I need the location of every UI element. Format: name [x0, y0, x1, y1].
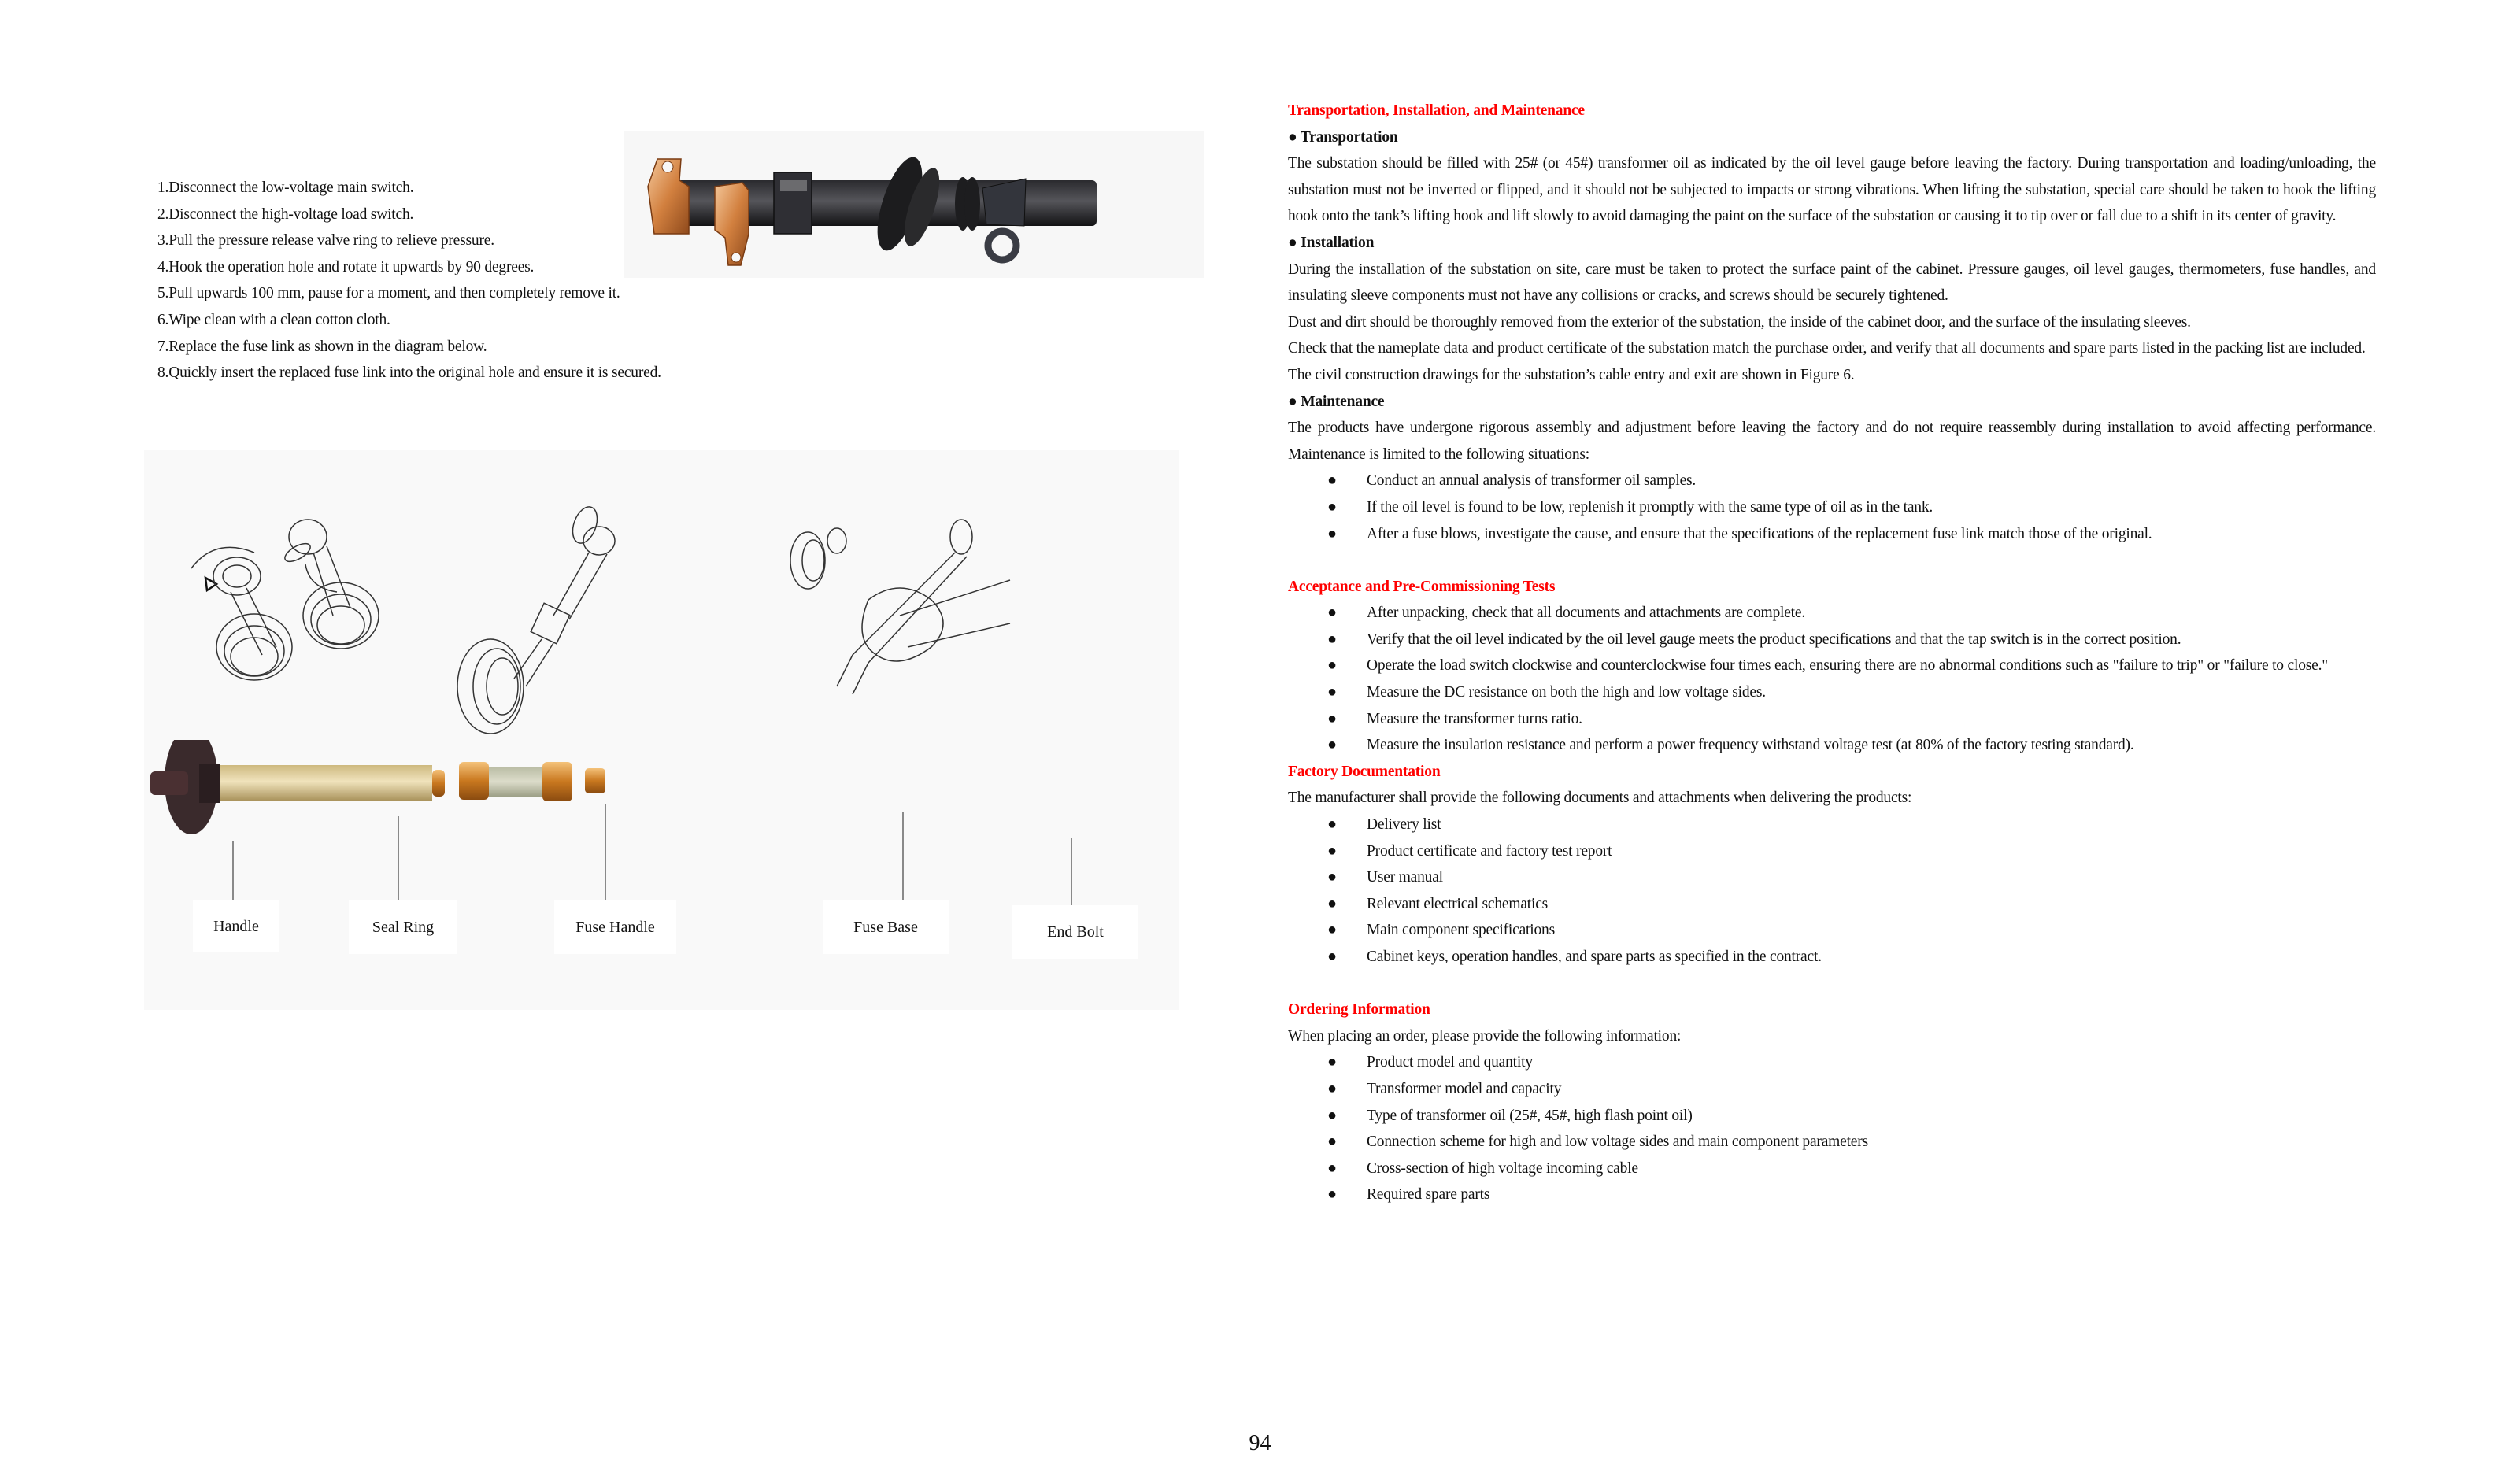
list-item: [1288, 653, 2376, 679]
fuse-assembly-photo: [624, 131, 1204, 278]
list-item: [1288, 1156, 2376, 1182]
installation-paragraph: Check that the nameplate data and product certificate of the substation match the purchase order, and verify that all documents and spare parts listed in the packing list are included.: [1288, 340, 2366, 357]
fuse-removal-illustrations: [144, 450, 1179, 734]
step-item: 1.Disconnect the low-voltage main switch.: [157, 179, 414, 196]
bullet-icon: ●: [1327, 1159, 1337, 1177]
list-item: [1288, 521, 2376, 548]
fuse-handle-tip: [432, 770, 445, 797]
list-item: [1288, 917, 2376, 944]
bullet-icon: ●: [1327, 921, 1337, 939]
list-item-text: Operate the load switch clockwise and counterclockwise four times each, ensuring there are no abnormal conditions such as "failure to trip" or "failure to close.": [1367, 657, 2329, 675]
fuse-parts-photo: [144, 740, 1179, 913]
list-item-text: Delivery list: [1367, 816, 1441, 834]
list-item: [1288, 1049, 2376, 1076]
subheading-installation: ● Installation: [1288, 234, 1375, 251]
list-item-text: Main component specifications: [1367, 922, 1555, 939]
fuse-removal-step-wipe: [790, 520, 1010, 694]
installation-paragraph: The civil construction drawings for the substation’s cable entry and exit are shown in Figure 6.: [1288, 366, 1855, 383]
list-item-text: Transformer model and capacity: [1367, 1080, 1562, 1097]
bullet-icon: ●: [1327, 630, 1337, 648]
subheading-maintenance: ● Maintenance: [1288, 393, 1385, 410]
bullet-icon: ●: [1327, 868, 1337, 886]
step-item: 5.Pull upwards 100 mm, pause for a moment, and then completely remove it.: [157, 285, 620, 302]
list-item: [1288, 891, 2376, 918]
subheading-transportation: ● Transportation: [1288, 128, 1398, 146]
acceptance-tests-list: [1288, 600, 2376, 759]
list-item-text: Required spare parts: [1367, 1186, 1490, 1204]
maintenance-list: [1288, 468, 2376, 547]
bullet-icon: ●: [1327, 656, 1337, 675]
bullet-icon: ●: [1327, 1185, 1337, 1204]
ordering-information-list: [1288, 1049, 2376, 1208]
list-item: [1288, 838, 2376, 865]
list-item-text: Conduct an annual analysis of transformer oil samples.: [1367, 472, 1697, 490]
list-item-text: Connection scheme for high and low voltage sides and main component parameters: [1367, 1133, 1868, 1151]
bullet-icon: ●: [1327, 1079, 1337, 1097]
section-title-transportation-installation-maintenance: Transportation, Installation, and Maintenance: [1288, 102, 1585, 119]
list-item-text: Type of transformer oil (25#, 45#, high flash point oil): [1367, 1107, 1693, 1124]
handle-part: [150, 740, 220, 834]
bullet-icon: ●: [1327, 815, 1337, 834]
list-item: [1288, 600, 2376, 627]
bullet-icon: ●: [1327, 894, 1337, 912]
list-item-text: If the oil level is found to be low, replenish it promptly with the same type of oil as in the tank.: [1367, 498, 1933, 516]
part-label-end-bolt: End Bolt: [1012, 905, 1138, 959]
leader-line: [605, 804, 606, 900]
bullet-icon: ●: [1327, 709, 1337, 727]
leader-line: [1071, 838, 1072, 905]
spacer: [1288, 971, 2376, 997]
list-item-text: Relevant electrical schematics: [1367, 895, 1549, 912]
step-item: 4.Hook the operation hole and rotate it upwards by 90 degrees.: [157, 258, 535, 275]
part-label-handle: Handle: [193, 900, 279, 952]
step-item: 2.Disconnect the high-voltage load switch.: [157, 205, 414, 223]
list-item: [1288, 1103, 2376, 1130]
leader-line: [902, 812, 904, 900]
fuse-removal-step-rotate: [191, 520, 379, 680]
list-item-text: Product model and quantity: [1367, 1054, 1533, 1071]
list-item-text: User manual: [1367, 869, 1443, 886]
list-item: [1288, 732, 2376, 759]
installation-paragraph: Dust and dirt should be thoroughly removed from the exterior of the substation, the inside of the cabinet door, and the surface of the insulating sleeves.: [1288, 313, 2191, 331]
bullet-icon: ●: [1327, 497, 1337, 516]
step-item: 3.Pull the pressure release valve ring to relieve pressure.: [157, 232, 494, 250]
bullet-icon: ●: [1327, 841, 1337, 860]
part-label-fuse-base: Fuse Base: [823, 900, 949, 954]
list-item-text: Measure the DC resistance on both the high and low voltage sides.: [1367, 684, 1766, 701]
maintenance-paragraph: The products have undergone rigorous assembly and adjustment before leaving the factory and do not require reassembly during installation to avoid affecting performance. Maintenance is limited to the following situations:: [1288, 420, 2376, 463]
part-label-seal-ring: Seal Ring: [349, 900, 457, 954]
fuse-assembly-illustration: [624, 131, 1204, 278]
list-item-text: Cross-section of high voltage incoming cable: [1367, 1159, 1638, 1177]
bullet-icon: ●: [1327, 1053, 1337, 1071]
leader-line: [232, 841, 234, 900]
factory-documentation-list: [1288, 812, 2376, 971]
leader-line: [398, 816, 399, 900]
list-item-text: After unpacking, check that all documents and attachments are complete.: [1367, 605, 1806, 622]
list-item: [1288, 627, 2376, 653]
list-item-text: Measure the insulation resistance and perform a power frequency withstand voltage test (at 80% of the factory testing standard).: [1367, 737, 2134, 754]
list-item-text: After a fuse blows, investigate the cause, and ensure that the specifications of the replacement fuse link match those of the original.: [1367, 525, 2152, 542]
list-item: [1288, 494, 2376, 521]
step-item: 7.Replace the fuse link as shown in the diagram below.: [157, 338, 487, 355]
fuse-handle-tube: [220, 765, 432, 801]
bullet-icon: ●: [1327, 604, 1337, 622]
list-item: [1288, 944, 2376, 971]
step-item: 6.Wipe clean with a clean cotton cloth.: [157, 311, 390, 328]
list-item-text: Verify that the oil level indicated by the oil level gauge meets the product specifications and that the tap switch is in the correct position.: [1367, 631, 2181, 648]
list-item: [1288, 1076, 2376, 1103]
list-item-text: Cabinet keys, operation handles, and spare parts as specified in the contract.: [1367, 949, 1822, 965]
section-title-factory-documentation: Factory Documentation: [1288, 763, 1441, 780]
bullet-icon: ●: [1327, 948, 1337, 965]
list-item-text: Product certificate and factory test report: [1367, 842, 1612, 860]
section-title-ordering-information: Ordering Information: [1288, 1001, 1430, 1019]
list-item: [1288, 864, 2376, 891]
bullet-icon: ●: [1327, 524, 1337, 542]
bullet-icon: ●: [1327, 471, 1337, 490]
step-item: 8.Quickly insert the replaced fuse link into the original hole and ensure it is secured.: [157, 364, 661, 382]
bullet-icon: ●: [1327, 736, 1337, 754]
spacer: [1288, 547, 2376, 574]
bullet-icon: ●: [1327, 1133, 1337, 1151]
fuse-base-part: [459, 762, 572, 801]
list-item: [1288, 679, 2376, 706]
section-title-acceptance-tests: Acceptance and Pre-Commissioning Tests: [1288, 578, 1556, 595]
bullet-icon: ●: [1327, 1106, 1337, 1124]
list-item: [1288, 812, 2376, 838]
transportation-paragraph: The substation should be filled with 25# (or 45#) transformer oil as indicated by the oil level gauge before leaving the factory. During transportation and loading/unloading, the substation must not be inverted or flipped, and it should not be subjected to impacts or strong vibrations. When lifting the substation, special care should be taken to hook the lifting hook onto the tank’s lifting hook and lift slowly to avoid damaging the paint on the surface of the substation or causing it to tip over or fall due to a shift in its center of gravity.: [1288, 155, 2376, 225]
installation-paragraph: During the installation of the substation on site, care must be taken to protect the surface paint of the cabinet. Pressure gauges, oil level gauges, thermometers, fuse handles, and insulating sleeve components must not have any collisions or cracks, and screws should be securely tightened.: [1288, 261, 2376, 305]
list-item: [1288, 706, 2376, 733]
end-bolt-part: [585, 768, 605, 793]
factory-documentation-intro: The manufacturer shall provide the following documents and attachments when delivering the products:: [1288, 790, 1912, 807]
right-page-content: [1288, 98, 2376, 1208]
part-label-fuse-handle: Fuse Handle: [554, 900, 676, 954]
list-item-text: Measure the transformer turns ratio.: [1367, 710, 1582, 727]
bullet-icon: ●: [1327, 683, 1337, 701]
fuse-parts-diagram: [144, 450, 1179, 1010]
page-number: 94: [1249, 1431, 1271, 1455]
list-item: [1288, 1182, 2376, 1208]
fuse-removal-step-pull: [457, 504, 615, 734]
list-item: [1288, 468, 2376, 494]
ordering-information-intro: When placing an order, please provide the following information:: [1288, 1027, 1682, 1045]
list-item: [1288, 1129, 2376, 1156]
